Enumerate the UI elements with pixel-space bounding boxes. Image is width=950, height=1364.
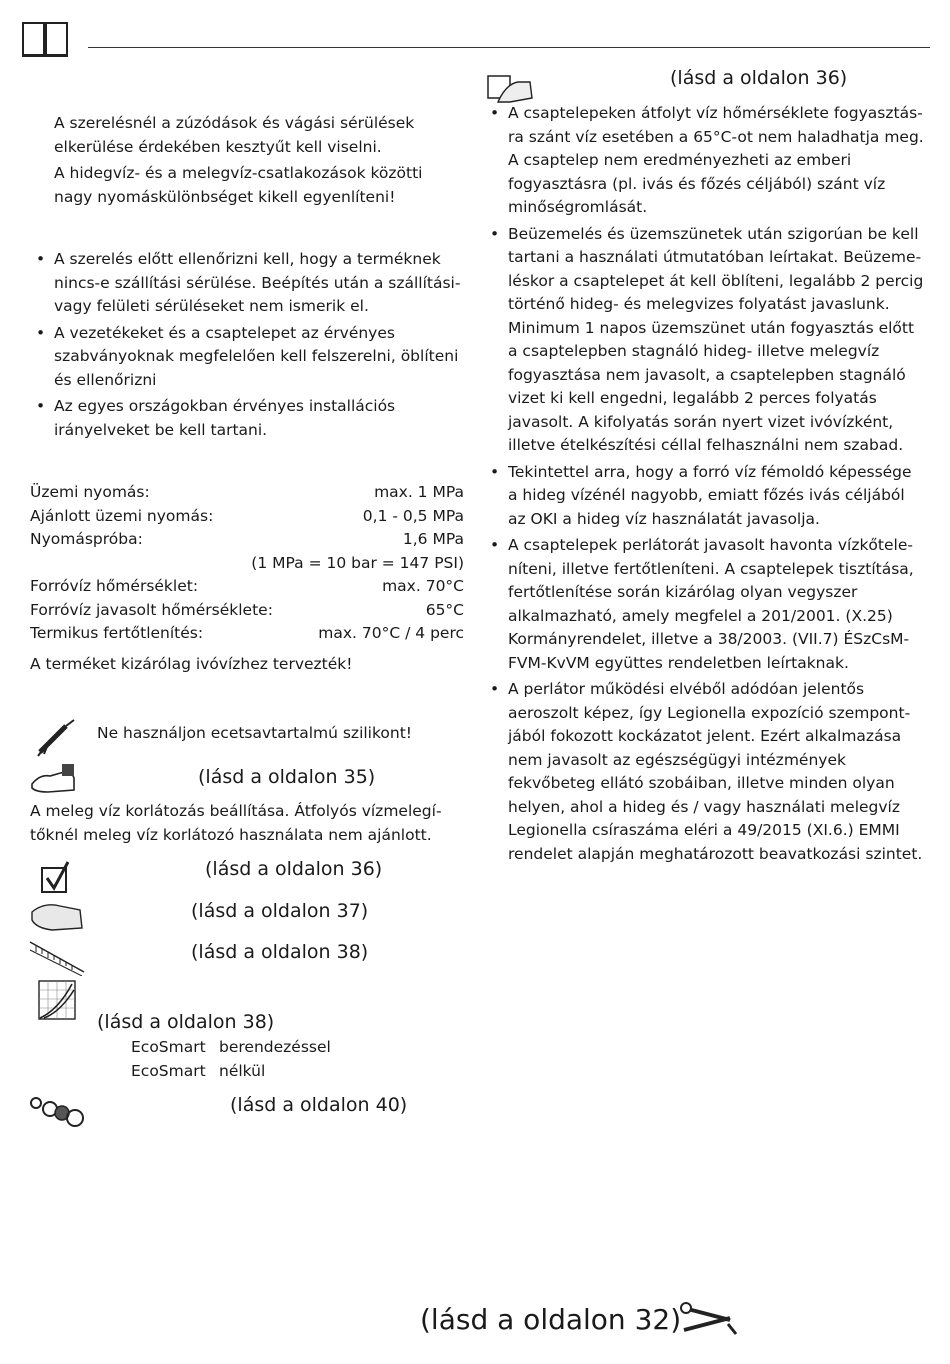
list-item: • A csaptelepeken átfolyt víz hőmérséklete fogyasztásra szánt víz esetében a 65°C-ot nem haladhatja meg. A csaptelep nem eredményezheti az emberi fogyasztásra (pl. ivás és főzés céljából) szánt víz minőségromlását. [484,102,924,220]
spec-label: Termikus fertőtlenítés: [30,624,204,642]
spec-value: 0,1 - 0,5 MPa [362,506,464,525]
ruler-icon [28,938,86,976]
page-reference-37[interactable]: (lásd a oldalon 37) [191,900,369,922]
open-book-icon [20,20,70,58]
ecosmart-list [131,1036,331,1083]
safety-gloves-text: A szerelésnél a zúzódások és vágási sérülések elkerülése érdekében kesztyűt kell viselni. [54,114,415,156]
drinking-water-rules-list [484,102,924,869]
page-reference-38b[interactable]: (lásd a oldalon 38) [97,1011,275,1033]
page-reference-36-left[interactable]: (lásd a oldalon 36) [205,858,383,880]
install-notes-list [30,248,466,445]
list-item: • A vezetékeket és a csaptelepet az érvényes szabványoknak megfelelően kell felszerelni, öblíteni és ellenőrizni [30,322,466,393]
page-reference-36-right[interactable]: (lásd a oldalon 36) [670,67,848,89]
list-item: • Beüzemelés és üzemszünetek után szigorúan be kell tartani a használati útmutatóban leírtakat. Beüzemeléskor a csaptelepet át kell öblíteni, legalább 2 percig történő hideg- és melegvizes folyatást javaslunk. Minimum 1 napos üzemszünet után fogyasztás előtt a csaptelepben stagnáló hideg- illetve melegvíz fogyasztása nem javasolt, a csaptelepben stagnáló vizet ki kell engedni, legalább 2 perces folyatás javasolt. A kifolyatás során nyert vizet ivóvízként, illetve ételkészítési céllal felhasználni nem szabad. [484,223,924,458]
header-rule [88,47,930,48]
spec-row [30,552,464,576]
hand-cleaning-icon [30,898,84,934]
spec-value: 1,6 MPa [402,530,464,548]
drinking-water-note: A terméket kizárólag ivóvízhez tervezték! [30,655,353,673]
spec-row [30,599,464,623]
list-item: EcoSmart berendezéssel [131,1038,331,1056]
spec-row [30,622,464,646]
list-item: • A perlátor működési elvéből adódóan jelentős aeroszolt képez, így Legionella expozíció szempontjából fokozott kockázatot jelent. Ezért alkalmazása nem javasolt az egészségügyi intézmények fekvőbeteg ellátó szobáiban, illetve minden olyan helyen, ahol a hideg és / vagy használati melegvíz Legionella csíraszáma eléri a 49/2015 (XI.6.) EMMI rendelet alapján meghatározott beavatkozási szintet. [484,678,924,866]
flow-chart-icon [38,980,76,1020]
spec-value: max. 70°C / 4 perc [318,624,464,642]
spec-row [30,528,464,552]
silicone-gun-icon [32,718,78,758]
spec-value: max. 1 MPa [374,483,464,501]
hand-adjust-icon [30,762,80,798]
list-item: • A szerelés előtt ellenőrizni kell, hogy a terméknek nincs-e szállítási sérülése. Beépítés után a szállítási- vagy felületi sérüléseket nem ismerik el. [30,248,466,319]
specs-table [30,481,464,646]
spec-row [30,575,464,599]
list-item: • Tekintettel arra, hogy a forró víz fémoldó képessége a hideg vízénél nagyobb, emiatt főzés ivás céljából az OKI a hideg víz használatát javasolja. [484,461,924,532]
hand-temperature-icon [486,68,534,104]
silicone-warning: Ne használjon ecetsavtartalmú szilikont! [97,724,413,742]
safety-pressure-text: A hidegvíz- és a melegvíz-csatlakozások közötti nagy nyomáskülönbséget kikell egyenlíteni! [54,164,423,206]
wrench-icon [680,1300,738,1340]
hot-water-limit-text: A meleg víz korlátozás beállítása. Átfolyós vízmelegítőknél meleg víz korlátozó használata nem ajánlott. [30,802,442,844]
page-reference-32[interactable]: (lásd a oldalon 32) [420,1303,682,1336]
spec-label: Forróvíz javasolt hőmérséklete: [30,600,273,619]
page-reference-40[interactable]: (lásd a oldalon 40) [230,1094,408,1116]
page-reference-38a[interactable]: (lásd a oldalon 38) [191,941,369,963]
aerator-parts-icon [28,1093,86,1129]
spec-label: Nyomáspróba: [30,530,143,548]
spec-row [30,505,464,529]
list-item: • A csaptelepek perlátorát javasolt havonta vízkőteleníteni, illetve fertőtleníteni. A csaptelepek tisztítása, fertőtlenítése során kizárólag olyan vegyszer alkalmazható, amely megfelel a 201/2001. (X.25) Kormányrendelet, illetve a 38/2003. (VII.7) ÉSzCsM-FVM-KvVM együttes rendeletben leírtaknak. [484,534,924,675]
list-item: • Az egyes országokban érvényes installációs irányelveket be kell tartani. [30,395,466,442]
checkbox-check-icon [40,860,72,894]
spec-value: max. 70°C [382,577,464,595]
spec-label: Forróvíz hőmérséklet: [30,577,199,595]
spec-row [30,481,464,505]
spec-value: (1 MPa = 10 bar = 147 PSI) [251,553,464,572]
spec-value: 65°C [425,600,464,619]
spec-label: Ajánlott üzemi nyomás: [30,506,214,525]
page-reference-35[interactable]: (lásd a oldalon 35) [198,766,376,788]
spec-label: Üzemi nyomás: [30,483,150,501]
list-item: EcoSmart nélkül [131,1061,266,1080]
